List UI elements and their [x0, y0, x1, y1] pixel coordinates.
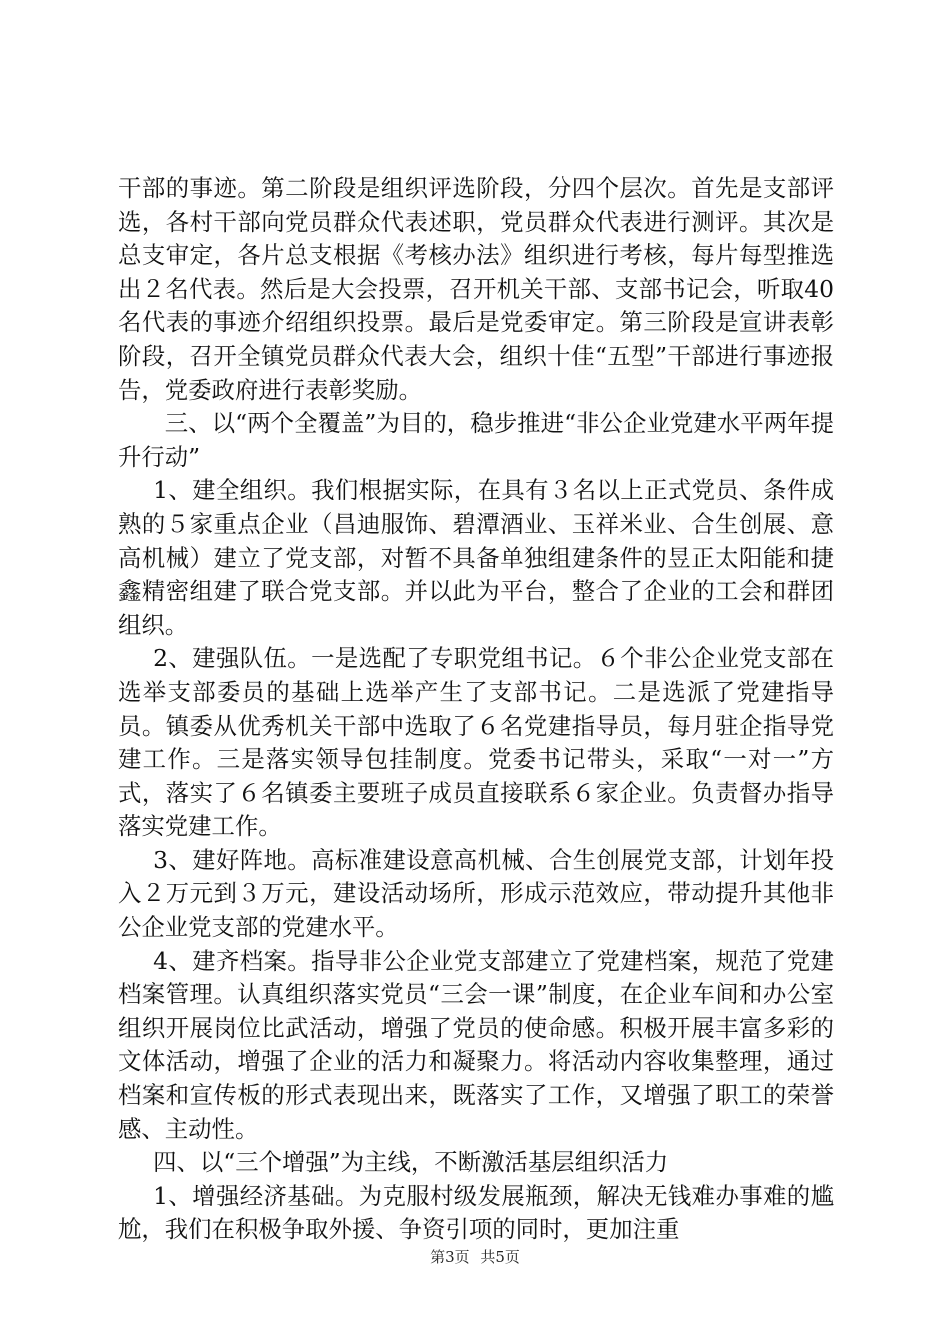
paragraph-strengthen-team: 2、建强队伍。一是选配了专职党组书记。６个非公企业党支部在选举支部委员的基础上选举产生了支部书记。二是选派了党建指导员。镇委从优秀机关干部中选取了６名党建指导员，每月驻企指导党建工作。三是落实领导包挂制度。党委书记带头，采取“一对一”方式，落实了６名镇委主要班子成员直接联系６家企业。负责督办指导落实党建工作。: [118, 644, 834, 841]
paragraph-continuation: 干部的事迹。第二阶段是组织评选阶段，分四个层次。首先是支部评选，各村干部向党员群众代表述职，党员群众代表进行测评。其次是总支审定，各片总支根据《考核办法》组织进行考核，每片每型推选出２名代表。然后是大会投票，召开机关干部、支部书记会，听取40名代表的事迹介绍组织投票。最后是党委审定。第三阶段是宣讲表彰阶段，召开全镇党员群众代表大会，组织十佳“五型”干部进行事迹报告，党委政府进行表彰奖励。: [118, 174, 834, 404]
paragraph-build-archives: 4、建齐档案。指导非公企业党支部建立了党建档案，规范了党建档案管理。认真组织落实党员“三会一课”制度，在企业车间和办公室组织开展岗位比武活动，增强了党员的使命感。积极开展丰富多彩的文体活动，增强了企业的活力和凝聚力。将活动内容收集整理，通过档案和宣传板的形式表现出来，既落实了工作，又增强了职工的荣誉感、主动性。: [118, 946, 834, 1143]
paragraph-economic-base: 1、增强经济基础。为克服村级发展瓶颈，解决无钱难办事难的尴尬，我们在积极争取外援、争资引项的同时，更加注重: [118, 1181, 834, 1244]
section-heading-four: 四、以“三个增强”为主线，不断激活基层组织活力: [153, 1148, 669, 1177]
document-body: [118, 172, 834, 1247]
paragraph-build-organization: 1、建全组织。我们根据实际，在具有３名以上正式党员、条件成熟的５家重点企业（昌迪服饰、碧潭酒业、玉祥米业、合生创展、意高机械）建立了党支部，对暂不具备单独组建条件的昱正太阳能和捷鑫精密组建了联合党支部。并以此为平台，整合了企业的工会和群团组织。: [118, 476, 834, 639]
page-number-footer: 第3页 共5页: [430, 1248, 520, 1266]
paragraph-build-position: 3、建好阵地。高标准建设意高机械、合生创展党支部，计划年投入２万元到３万元，建设活动场所，形成示范效应，带动提升其他非公企业党支部的党建水平。: [118, 845, 834, 942]
section-heading-three: 三、以“两个全覆盖”为目的，稳步推进“非公企业党建水平两年提升行动”: [118, 409, 834, 471]
